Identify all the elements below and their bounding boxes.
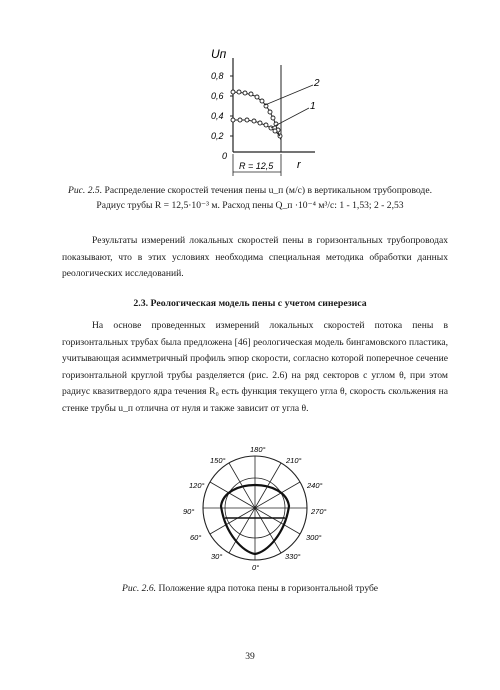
figure-velocity-profile bbox=[205, 40, 340, 180]
x-axis-label: r bbox=[297, 159, 301, 171]
page-number: 39 bbox=[245, 651, 255, 662]
curve-1-points bbox=[231, 118, 277, 133]
angle-label: 270° bbox=[311, 507, 327, 516]
y-tick: 0,4 bbox=[211, 111, 224, 121]
angle-label: 330° bbox=[285, 552, 301, 561]
y-tick: 0 bbox=[222, 151, 228, 161]
curve-label: 1 bbox=[310, 101, 316, 112]
curve-label: 2 bbox=[314, 78, 320, 89]
caption-text: Положение ядра потока пены в горизонтальной трубе bbox=[158, 583, 379, 594]
angle-label: 90° bbox=[183, 507, 195, 516]
y-tick: 0,2 bbox=[211, 131, 224, 141]
dimension-label: R = 12,5 bbox=[239, 161, 274, 171]
angle-label: 0° bbox=[252, 563, 260, 572]
angle-label: 120° bbox=[189, 481, 205, 490]
angle-label: 60° bbox=[190, 533, 202, 542]
caption-label: Рис. 2.5. bbox=[68, 185, 103, 196]
figure-caption-2-5 bbox=[40, 183, 460, 213]
angle-label: 150° bbox=[210, 456, 226, 465]
angle-label: 180° bbox=[250, 445, 266, 454]
angle-label: 210° bbox=[286, 456, 302, 465]
angle-label: 30° bbox=[211, 552, 223, 561]
paragraph: Результаты измерений локальных скоростей пены в горизонтальных трубопроводах показывают, что в этих условиях необходима специальная методика обработки данных реологических исследований. bbox=[62, 235, 448, 280]
caption-line2: Радиус трубы R = 12,5·10⁻³ м. Расход пены Q_п ·10⁻⁴ м³/с: 1 - 1,53; 2 - 2,53 bbox=[96, 200, 404, 211]
y-axis-label: Uп bbox=[211, 47, 227, 61]
caption-text: Распределение скоростей течения пены u_п (м/с) в вертикальном трубопроводе. bbox=[104, 185, 432, 196]
paragraph: На основе проведенных измерений локальных скоростей потока пены в горизонтальных трубах была предложена [46] реологическая модель бингамовского пластика, учитывающая асимметричный профиль эпюр скорости, согласно которой поперечное сечение горизонтальной круглой трубы разделяется (рис. 2.6) на ряд секторов с углом θ, при этом радиус квазитвердого ядра течения R₀ есть функция текущего угла θ, скорость скольжения на стенке трубы u_п отлична от нуля и также зависит от угла θ. bbox=[62, 320, 448, 414]
angle-label: 240° bbox=[307, 481, 323, 490]
angle-label: 300° bbox=[306, 533, 322, 542]
section-heading: 2.3. Реологическая модель пены с учетом синерезиса bbox=[133, 298, 367, 309]
caption-label: Рис. 2.6. bbox=[121, 583, 157, 594]
figure-caption-2-6 bbox=[40, 581, 460, 596]
y-tick: 0,8 bbox=[211, 71, 224, 81]
figure-flow-core bbox=[180, 443, 330, 573]
y-tick: 0,6 bbox=[211, 91, 224, 101]
